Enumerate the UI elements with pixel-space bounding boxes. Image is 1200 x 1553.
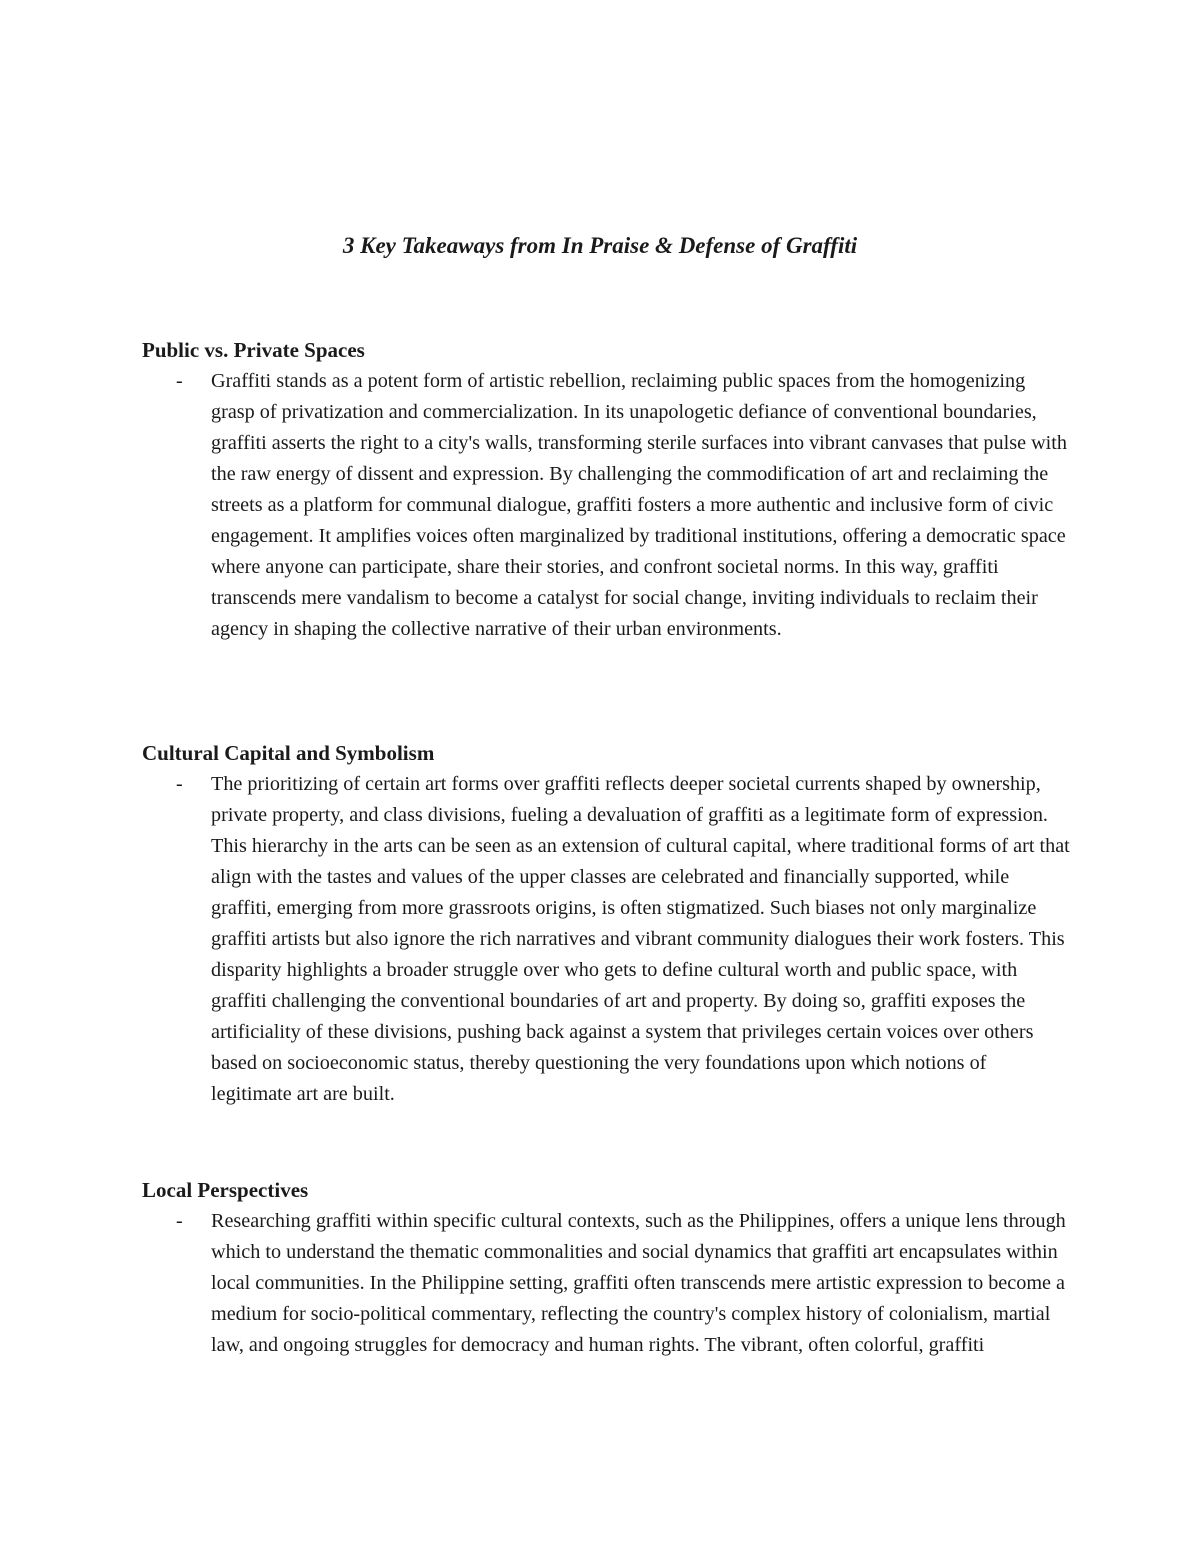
document-title: 3 Key Takeaways from In Praise & Defense of Graffiti bbox=[342, 233, 858, 258]
bullet-text: The prioritizing of certain art forms over graffiti reflects deeper societal currents shaped by ownership, private property, and class divisions, fueling a devaluation of graffiti as a legitimate form of expression. This hierarchy in the arts can be seen as an extension of cultural capital, where traditional forms of art that align with the tastes and values of the upper classes are celebrated and financially supported, while graffiti, emerging from more grassroots origins, is often stigmatized. Such biases not only marginalize graffiti artists but also ignore the rich narratives and vibrant community dialogues their work fosters. This disparity highlights a broader struggle over who gets to define cultural worth and public space, with graffiti challenging the conventional boundaries of art and property. By doing so, graffiti exposes the artificiality of these divisions, pushing back against a system that privileges certain voices over others based on socioeconomic status, thereby questioning the very foundations upon which notions of legitimate art are built. bbox=[211, 773, 1070, 1105]
section-local-perspectives bbox=[142, 1175, 1102, 1361]
bullet-text: Graffiti stands as a potent form of artistic rebellion, reclaiming public spaces from the homogenizing grasp of privatization and commercialization. In its unapologetic defiance of conventional boundaries, graffiti asserts the right to a city's walls, transforming sterile surfaces into vibrant canvases that pulse with the raw energy of dissent and expression. By challenging the commodification of art and reclaiming the streets as a platform for communal dialogue, graffiti fosters a more authentic and inclusive form of civic engagement. It amplifies voices often marginalized by traditional institutions, offering a democratic space where anyone can participate, share their stories, and confront societal norms. In this way, graffiti transcends mere vandalism to become a catalyst for social change, inviting individuals to reclaim their agency in shaping the collective narrative of their urban environments. bbox=[211, 370, 1067, 640]
bullet-item bbox=[142, 769, 1102, 1110]
bullet-text: Researching graffiti within specific cultural contexts, such as the Philippines, offers a unique lens through which to understand the thematic commonalities and social dynamics that graffiti art encapsulates within local communities. In the Philippine setting, graffiti often transcends mere artistic expression to become a medium for socio-political commentary, reflecting the country's complex history of colonialism, martial law, and ongoing struggles for democracy and human rights. The vibrant, often colorful, graffiti bbox=[211, 1210, 1066, 1356]
bullet-item bbox=[142, 1206, 1102, 1361]
bullet-item bbox=[142, 366, 1102, 645]
section-heading: Local Perspectives bbox=[142, 1178, 309, 1202]
section-heading: Public vs. Private Spaces bbox=[142, 338, 365, 362]
section-heading: Cultural Capital and Symbolism bbox=[142, 741, 435, 765]
bullet-dash: - bbox=[176, 370, 183, 392]
bullet-dash: - bbox=[176, 773, 183, 795]
section-public-private-spaces bbox=[142, 335, 1102, 645]
bullet-dash: - bbox=[176, 1210, 183, 1232]
section-cultural-capital bbox=[142, 738, 1102, 1110]
